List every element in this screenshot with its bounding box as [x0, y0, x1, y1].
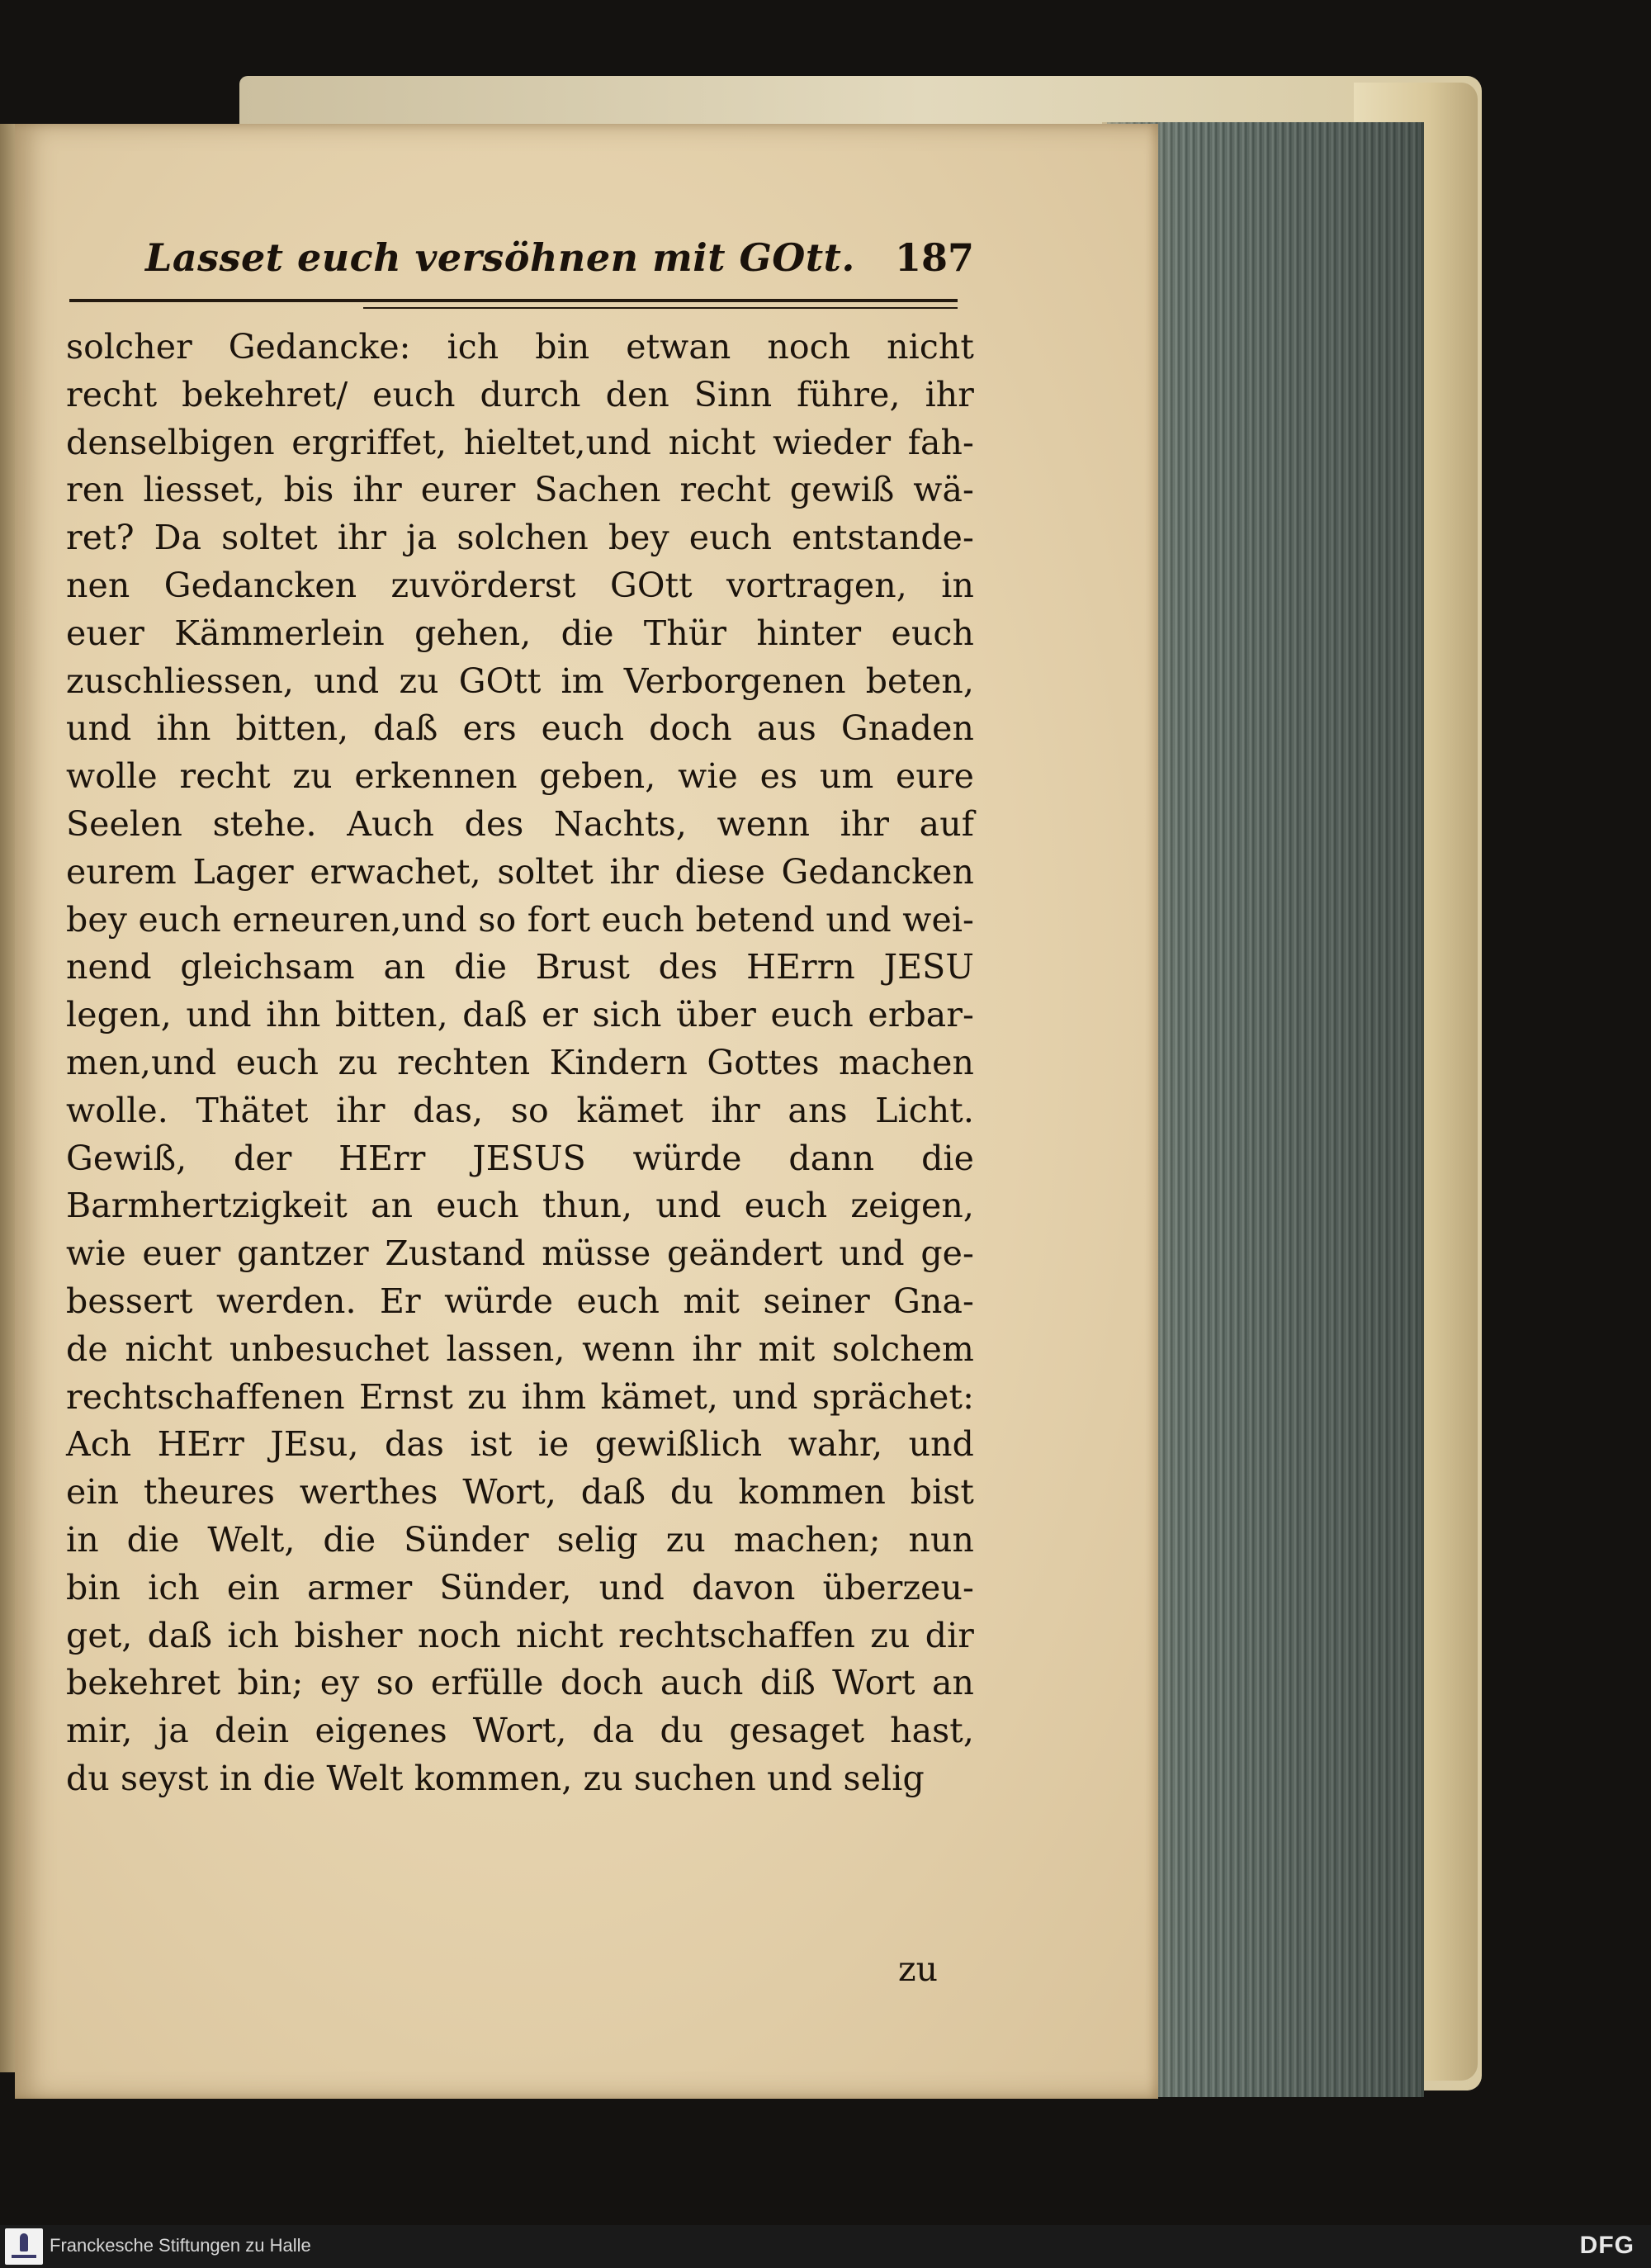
text-line: wie euer gantzer Zustand müsse geändert und ge-	[66, 1233, 974, 1274]
text-line: men,und euch zu rechten Kindern Gottes machen	[66, 1042, 974, 1082]
text-line: get, daß ich bisher noch nicht rechtschaffen zu dir	[66, 1615, 974, 1655]
institution-logo	[5, 2228, 43, 2265]
text-line: nen Gedancken zuvörderst GOtt vortragen, in	[66, 565, 974, 605]
text-line: solcher Gedancke: ich bin etwan noch nicht	[66, 327, 974, 367]
page-body-text	[66, 324, 974, 1803]
text-line: und ihn bitten, daß ers euch doch aus Gnaden	[66, 708, 974, 749]
page-number: 187	[894, 235, 974, 280]
text-line: de nicht unbesuchet lassen, wenn ihr mit solchem	[66, 1328, 974, 1369]
text-line: bey euch erneuren,und so fort euch betend und wei-	[66, 899, 974, 940]
header-rule-inner	[363, 307, 958, 309]
text-line: eurem Lager erwachet, soltet ihr diese Gedancken	[66, 851, 974, 892]
catchword: zu	[898, 1949, 939, 1989]
institution-name: Franckesche Stiftungen zu Halle	[50, 2235, 311, 2256]
text-line: mir, ja dein eigenes Wort, da du gesaget hast,	[66, 1711, 974, 1751]
provider-logo-text: DFG	[1579, 2232, 1634, 2259]
text-line: in die Welt, die Sünder selig zu machen; nun	[66, 1519, 974, 1560]
text-line: rechtschaffenen Ernst zu ihm kämet, und sprächet:	[66, 1376, 974, 1417]
text-line: ren liesset, bis ihr eurer Sachen recht gewiß wä-	[66, 470, 974, 510]
header-rule	[69, 299, 958, 302]
text-line: legen, und ihn bitten, daß er sich über euch erbar-	[66, 995, 974, 1035]
running-title: Lasset euch versöhnen mit GOtt.	[145, 235, 855, 280]
text-line: ein theures werthes Wort, daß du kommen bist	[66, 1472, 974, 1513]
text-line: Gewiß, der HErr JESUS würde dann die	[66, 1138, 974, 1178]
text-line: wolle. Thätet ihr das, so kämet ihr ans Licht.	[66, 1090, 974, 1130]
text-line: bessert werden. Er würde euch mit seiner Gna-	[66, 1281, 974, 1321]
text-line: Ach HErr JEsu, das ist ie gewißlich wahr, und	[66, 1424, 974, 1465]
text-line: Seelen stehe. Auch des Nachts, wenn ihr auf	[66, 803, 974, 844]
text-line: ret? Da soltet ihr ja solchen bey euch entstande-	[66, 518, 974, 558]
viewer-footer-bar	[0, 2225, 1651, 2268]
text-line: zuschliessen, und zu GOtt im Verborgenen beten,	[66, 661, 974, 701]
text-line: wolle recht zu erkennen geben, wie es um eure	[66, 756, 974, 797]
running-head	[145, 235, 974, 293]
text-line: Barmhertzigkeit an euch thun, und euch zeigen,	[66, 1186, 974, 1226]
text-line: du seyst in die Welt kommen, zu suchen und selig	[66, 1758, 925, 1798]
text-line: nend gleichsam an die Brust des HErrn JESU	[66, 947, 974, 987]
text-line: bekehret bin; ey so erfülle doch auch diß Wort an	[66, 1663, 974, 1703]
text-line: euer Kämmerlein gehen, die Thür hinter euch	[66, 613, 974, 653]
text-line: bin ich ein armer Sünder, und davon überzeu-	[66, 1567, 974, 1607]
text-line: denselbigen ergriffet, hieltet,und nicht wieder fah-	[66, 422, 974, 462]
text-line: recht bekehret/ euch durch den Sinn führe, ihr	[66, 374, 974, 414]
